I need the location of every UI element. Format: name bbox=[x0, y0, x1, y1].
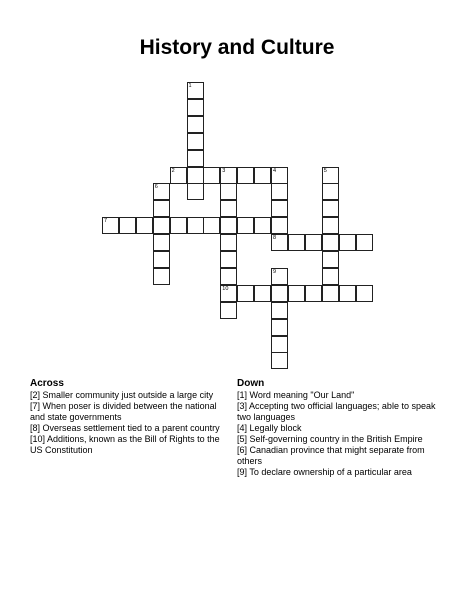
grid-cell[interactable] bbox=[271, 183, 288, 200]
grid-cell[interactable] bbox=[254, 167, 271, 184]
across-clues bbox=[30, 378, 226, 456]
across-clue: [10] Additions, known as the Bill of Rights to the US Constitution bbox=[30, 434, 220, 455]
grid-cell[interactable] bbox=[187, 99, 204, 116]
down-clue: [6] Canadian province that might separate from others bbox=[237, 445, 425, 466]
grid-cell[interactable] bbox=[237, 285, 254, 302]
clue-number: 10 bbox=[222, 285, 229, 292]
grid-cell[interactable] bbox=[119, 217, 136, 234]
down-clue: [1] Word meaning "Our Land" bbox=[237, 390, 355, 400]
grid-cell[interactable] bbox=[288, 234, 305, 251]
grid-cell[interactable] bbox=[271, 285, 288, 302]
grid-cell[interactable] bbox=[170, 167, 187, 184]
grid-cell[interactable] bbox=[153, 268, 170, 285]
down-clues bbox=[237, 378, 437, 478]
grid-cell[interactable] bbox=[322, 200, 339, 217]
clue-number: 4 bbox=[273, 167, 277, 174]
grid-cell[interactable] bbox=[220, 302, 237, 319]
grid-cell[interactable] bbox=[220, 217, 237, 234]
grid-cell[interactable] bbox=[220, 200, 237, 217]
grid-cell[interactable] bbox=[203, 167, 220, 184]
puzzle-title: History and Culture bbox=[139, 36, 335, 59]
grid-cell[interactable] bbox=[305, 285, 322, 302]
grid-cell[interactable] bbox=[153, 234, 170, 251]
grid-cell[interactable] bbox=[136, 217, 153, 234]
grid-cell[interactable] bbox=[322, 268, 339, 285]
grid-cell[interactable] bbox=[322, 234, 339, 251]
grid-cell[interactable] bbox=[271, 200, 288, 217]
down-clue: [5] Self-governing country in the British Empire bbox=[237, 434, 423, 444]
grid-cell[interactable] bbox=[153, 183, 170, 200]
clue-number: 9 bbox=[273, 268, 277, 275]
across-clue: [8] Overseas settlement tied to a parent country bbox=[30, 423, 220, 433]
grid-cell[interactable] bbox=[322, 183, 339, 200]
grid-cell[interactable] bbox=[322, 167, 339, 184]
grid-cell[interactable] bbox=[220, 167, 237, 184]
grid-cell[interactable] bbox=[237, 167, 254, 184]
grid-cell[interactable] bbox=[203, 217, 220, 234]
grid-cell[interactable] bbox=[187, 217, 204, 234]
across-clue: [7] When poser is divided between the national and state governments bbox=[30, 401, 217, 422]
grid-cell[interactable] bbox=[220, 285, 237, 302]
grid-cell[interactable] bbox=[322, 251, 339, 268]
down-clue: [4] Legally block bbox=[237, 423, 302, 433]
grid-cell[interactable] bbox=[187, 167, 204, 184]
clue-number: 7 bbox=[104, 218, 108, 225]
grid-cell[interactable] bbox=[271, 268, 288, 285]
clue-number: 6 bbox=[154, 184, 158, 191]
down-clue: [9] To declare ownership of a particular area bbox=[237, 467, 412, 477]
across-heading: Across bbox=[30, 378, 64, 389]
grid-cell[interactable] bbox=[187, 82, 204, 99]
grid-cell[interactable] bbox=[187, 133, 204, 150]
down-clue: [3] Accepting two official languages; able to speak two languages bbox=[237, 401, 436, 422]
grid-cell[interactable] bbox=[170, 217, 187, 234]
grid-cell[interactable] bbox=[305, 234, 322, 251]
grid-cell[interactable] bbox=[271, 319, 288, 336]
grid-cell[interactable] bbox=[102, 217, 119, 234]
grid-cell[interactable] bbox=[288, 285, 305, 302]
grid-cell[interactable] bbox=[254, 285, 271, 302]
clue-number: 8 bbox=[273, 235, 277, 242]
grid-cell[interactable] bbox=[339, 285, 356, 302]
grid-cell[interactable] bbox=[339, 234, 356, 251]
grid-cell[interactable] bbox=[153, 251, 170, 268]
grid-cell[interactable] bbox=[322, 217, 339, 234]
clue-number: 3 bbox=[222, 167, 226, 174]
grid-cell[interactable] bbox=[356, 234, 373, 251]
grid-cell[interactable] bbox=[187, 183, 204, 200]
grid-cell[interactable] bbox=[254, 217, 271, 234]
grid-cell[interactable] bbox=[220, 268, 237, 285]
grid-cell[interactable] bbox=[271, 352, 288, 369]
down-heading: Down bbox=[237, 378, 265, 389]
grid-cell[interactable] bbox=[153, 200, 170, 217]
grid-cell[interactable] bbox=[356, 285, 373, 302]
grid-cell[interactable] bbox=[322, 285, 339, 302]
grid-cell[interactable] bbox=[220, 234, 237, 251]
grid-cell[interactable] bbox=[271, 217, 288, 234]
grid-cell[interactable] bbox=[271, 336, 288, 353]
across-clue: [2] Smaller community just outside a large city bbox=[30, 390, 214, 400]
grid-cell[interactable] bbox=[237, 217, 254, 234]
grid-cell[interactable] bbox=[220, 251, 237, 268]
grid-cell[interactable] bbox=[271, 302, 288, 319]
grid-cell[interactable] bbox=[187, 150, 204, 167]
grid-cell[interactable] bbox=[271, 234, 288, 251]
grid-cell[interactable] bbox=[153, 217, 170, 234]
grid-cell[interactable] bbox=[271, 167, 288, 184]
clue-number: 1 bbox=[188, 83, 192, 89]
clue-number: 5 bbox=[323, 167, 327, 174]
grid-cell[interactable] bbox=[187, 116, 204, 133]
grid-cell[interactable] bbox=[220, 183, 237, 200]
clue-number: 2 bbox=[171, 167, 175, 174]
